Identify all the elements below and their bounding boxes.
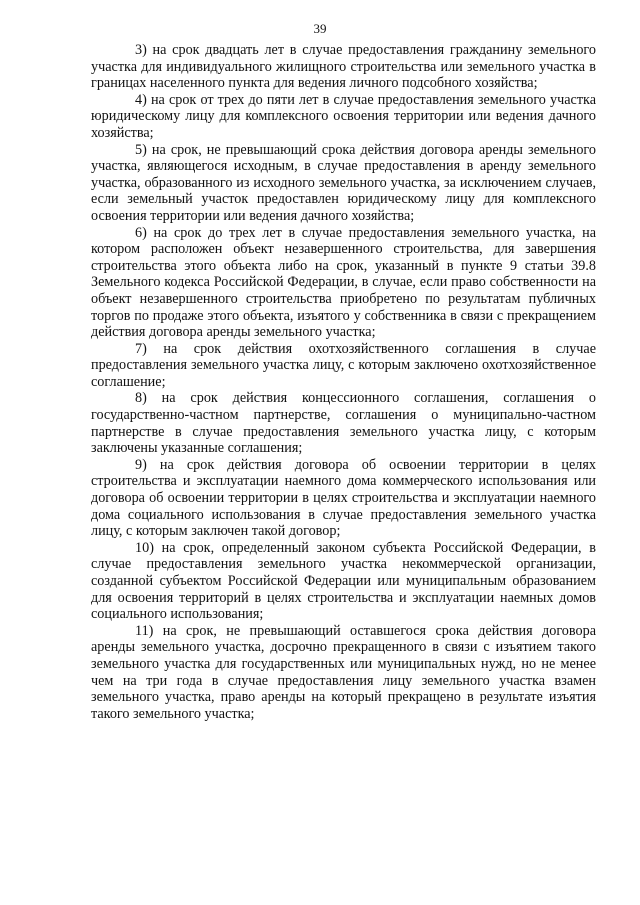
list-item-9: 9) на срок действия договора об освоении территории в целях строительства и эксплуатации наемного дома коммерческого использования или договора об освоении территории в целях строительства и эксплуатации наемного дома социального использования в случае предоставления земельного участка лицу, с которым заключен такой договор;	[91, 456, 596, 540]
list-item-7: 7) на срок действия охотхозяйственного соглашения в случае предоставления земельного участка лицу, с которым заключено охотхозяйственное соглашение;	[91, 340, 596, 390]
list-item-3: 3) на срок двадцать лет в случае предоставления гражданину земельного участка для индивидуального жилищного строительства или земельного участка в границах населенного пункта для ведения личного подсобного хозяйства;	[91, 42, 596, 92]
list-item-8: 8) на срок действия концессионного соглашения, соглашения о государственно-частном партнерстве, соглашения о муниципально-частном партнерстве в случае предоставления земельного участка лицу, с которым заключены указанные соглашения;	[91, 390, 596, 457]
list-item-6: 6) на срок до трех лет в случае предоставления земельного участка, на котором расположен объект незавершенного строительства, для завершения строительства этого объекта либо на срок, указанный в пункте 9 статьи 39.8 Земельного кодекса Российской Федерации, в случае, если право собственности на объект незавершенного строительства приобретено по результатам публичных торгов по продаже этого объекта, изъятого у собственника в связи с прекращением действия договора аренды земельного участка;	[91, 224, 596, 341]
page-number: 39	[313, 21, 327, 36]
list-item-11: 11) на срок, не превышающий оставшегося срока действия договора аренды земельного участка, досрочно прекращенного в связи с изъятием такого земельного участка для государственных или муниципальных нужд, но не менее чем на три года в случае предоставления лицу земельного участка взамен земельного участка, право аренды на который прекращено в результате изъятия такого земельного участка;	[91, 622, 596, 722]
list-item-5: 5) на срок, не превышающий срока действия договора аренды земельного участка, являющегося исходным, в случае предоставления в аренду земельного участка, образованного из исходного земельного участка, за исключением случаев, если земельный участок предоставлен юридическому лицу для комплексного освоения территории или ведения дачного хозяйства;	[91, 141, 596, 224]
list-item-10: 10) на срок, определенный законом субъекта Российской Федерации, в случае предоставления земельного участка некоммерческой организации, созданной субъектом Российской Федерации или муниципальным образованием для освоения территорий в целях строительства и эксплуатации наемных домов социального использования;	[91, 539, 596, 623]
document-body	[91, 42, 596, 722]
list-item-4: 4) на срок от трех до пяти лет в случае предоставления земельного участка юридическому лицу для комплексного освоения территории или ведения дачного хозяйства;	[91, 91, 596, 141]
